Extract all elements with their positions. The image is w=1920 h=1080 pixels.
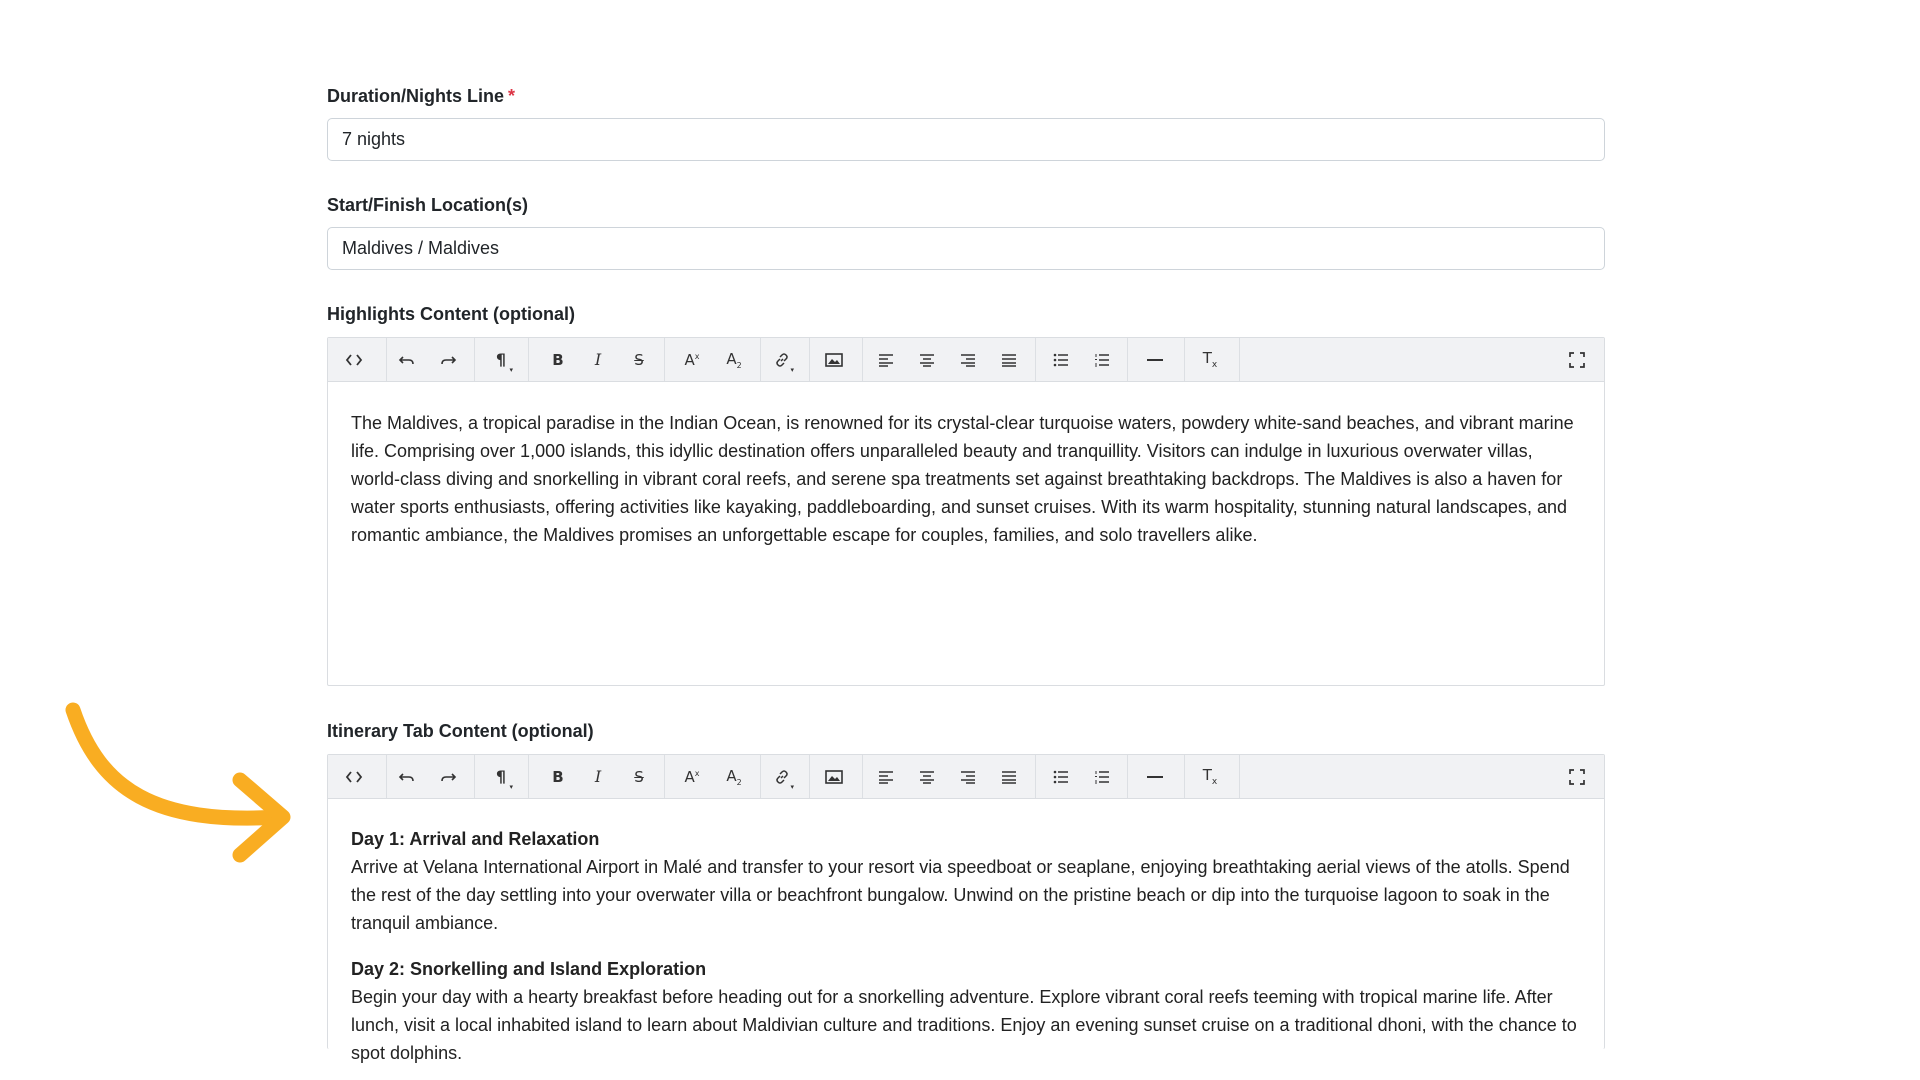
duration-input[interactable]: [327, 118, 1605, 161]
italic-button[interactable]: [581, 338, 615, 381]
numbered-list-icon: [1094, 770, 1110, 784]
dropdown-caret-icon: ▾: [790, 783, 794, 791]
italic-icon: I: [594, 350, 602, 369]
day-text: Begin your day with a hearty breakfast before heading out for a snorkelling adventure. Explore vibrant coral reefs teeming with tropical marine life. After lunch, visit a local inhabited island to learn about Maldivian culture and traditions. Enjoy an evening sunset cruise on a traditional dhoni, with the chance to spot dolphins.: [351, 987, 1577, 1063]
toolbar-separator: [1239, 755, 1240, 798]
bullet-list-icon: [1053, 353, 1069, 367]
align-center-icon: [919, 353, 935, 367]
toolbar-separator: [1035, 755, 1036, 798]
align-left-button[interactable]: [869, 755, 903, 798]
dropdown-caret-icon: ▾: [509, 783, 513, 791]
image-icon: [825, 770, 843, 784]
location-input[interactable]: [327, 227, 1605, 270]
toolbar-separator: [809, 338, 810, 381]
image-button[interactable]: [817, 755, 851, 798]
toolbar-separator: [809, 755, 810, 798]
superscript-button[interactable]: [675, 338, 709, 381]
highlights-editor: [327, 337, 1605, 686]
fullscreen-icon: [1569, 769, 1585, 785]
superscript-icon: $A^x$: [684, 350, 700, 369]
image-button[interactable]: [817, 338, 851, 381]
paragraph-button[interactable]: [484, 338, 518, 381]
align-left-button[interactable]: [869, 338, 903, 381]
clear-format-button[interactable]: [1193, 755, 1227, 798]
align-right-button[interactable]: [951, 755, 985, 798]
align-right-icon: [960, 353, 976, 367]
itinerary-toolbar: [328, 755, 1604, 799]
toolbar-separator: [1127, 755, 1128, 798]
horizontal-rule-icon: [1147, 358, 1163, 362]
itinerary-day-2: [351, 955, 1581, 1067]
superscript-button[interactable]: [675, 755, 709, 798]
link-icon: [774, 352, 790, 368]
toolbar-separator: [664, 755, 665, 798]
toolbar-separator: [1035, 338, 1036, 381]
paragraph-icon: ¶: [495, 350, 507, 369]
clear-format-button[interactable]: [1193, 338, 1227, 381]
code-view-icon: [346, 354, 362, 366]
subscript-button[interactable]: [717, 755, 751, 798]
duration-label: Duration/Nights Line *: [327, 86, 516, 106]
toolbar-separator: [1239, 338, 1240, 381]
location-label: Start/Finish Location(s): [327, 195, 529, 215]
code-view-icon: [346, 771, 362, 783]
subscript-icon: $A_2$: [726, 349, 742, 370]
toolbar-separator: [474, 755, 475, 798]
align-right-button[interactable]: [951, 338, 985, 381]
subscript-button[interactable]: [717, 338, 751, 381]
align-justify-button[interactable]: [992, 755, 1026, 798]
redo-icon: [440, 354, 456, 366]
required-asterisk: *: [508, 86, 516, 106]
toolbar-separator: [1184, 755, 1185, 798]
italic-icon: I: [594, 767, 602, 786]
toolbar-separator: [474, 338, 475, 381]
strikethrough-icon: S: [634, 350, 644, 369]
listing-form: [327, 84, 1605, 1063]
redo-button[interactable]: [431, 755, 465, 798]
italic-button[interactable]: [581, 755, 615, 798]
dropdown-caret-icon: ▾: [509, 366, 513, 374]
bold-icon: B: [552, 350, 564, 369]
redo-button[interactable]: [431, 338, 465, 381]
horizontal-rule-button[interactable]: [1138, 338, 1172, 381]
align-left-icon: [878, 770, 894, 784]
day-text: Arrive at Velana International Airport in Malé and transfer to your resort via speedboat or seaplane, enjoying breathtaking aerial views of the atolls. Spend the rest of the day settling into your overwater villa or beachfront bungalow. Unwind on the pristine beach or dip into the turquoise lagoon to soak in the tranquil ambiance.: [351, 857, 1570, 933]
superscript-icon: $A^x$: [684, 767, 700, 786]
highlights-toolbar: [328, 338, 1604, 382]
bold-button[interactable]: [541, 755, 575, 798]
pointer-arrow-icon: [55, 695, 295, 875]
highlights-text: The Maldives, a tropical paradise in the Indian Ocean, is renowned for its crystal-clear turquoise waters, powdery white-sand beaches, and vibrant marine life. Comprising over 1,000 islands, this idyllic destination offers unparalleled beauty and tranquillity. Visitors can indulge in luxurious overwater villas, world-class diving and snorkelling in vibrant coral reefs, and serene spa treatments set against breathtaking backdrops. The Maldives is also a haven for water sports enthusiasts, offering activities like kayaking, paddleboarding, and sunset cruises. With its warm hospitality, stunning natural landscapes, and romantic ambiance, the Maldives promises an unforgettable escape for couples, families, and solo travellers alike.: [351, 413, 1574, 545]
subscript-icon: $A_2$: [726, 766, 742, 787]
day-title: Day 1: Arrival and Relaxation: [351, 829, 600, 849]
numbered-list-button[interactable]: [1085, 755, 1119, 798]
clear-format-icon: $T_x$: [1202, 766, 1218, 787]
numbered-list-button[interactable]: [1085, 338, 1119, 381]
strikethrough-button[interactable]: [622, 338, 656, 381]
toolbar-separator: [528, 755, 529, 798]
toolbar-separator: [862, 755, 863, 798]
itinerary-label: Itinerary Tab Content (optional): [327, 721, 594, 741]
bullet-list-button[interactable]: [1044, 755, 1078, 798]
toolbar-separator: [528, 338, 529, 381]
bold-icon: B: [552, 767, 564, 786]
align-center-button[interactable]: [910, 338, 944, 381]
align-right-icon: [960, 770, 976, 784]
clear-format-icon: $T_x$: [1202, 349, 1218, 370]
highlights-content[interactable]: [328, 382, 1604, 685]
undo-button[interactable]: [390, 338, 424, 381]
strikethrough-button[interactable]: [622, 755, 656, 798]
paragraph-button[interactable]: [484, 755, 518, 798]
paragraph-icon: ¶: [495, 767, 507, 786]
toolbar-separator: [1184, 338, 1185, 381]
redo-icon: [440, 771, 456, 783]
code-view-button[interactable]: [337, 755, 371, 798]
align-left-icon: [878, 353, 894, 367]
toolbar-separator: [386, 755, 387, 798]
toolbar-separator: [862, 338, 863, 381]
link-button[interactable]: [765, 755, 799, 798]
strikethrough-icon: S: [634, 767, 644, 786]
align-center-icon: [919, 770, 935, 784]
align-justify-icon: [1001, 770, 1017, 784]
toolbar-separator: [1127, 338, 1128, 381]
fullscreen-button[interactable]: [1560, 755, 1594, 798]
undo-icon: [399, 771, 415, 783]
bold-button[interactable]: [541, 338, 575, 381]
itinerary-editor: [327, 754, 1605, 1063]
horizontal-rule-icon: [1147, 775, 1163, 779]
bullet-list-button[interactable]: [1044, 338, 1078, 381]
day-title: Day 2: Snorkelling and Island Exploration: [351, 959, 707, 979]
numbered-list-icon: [1094, 353, 1110, 367]
horizontal-rule-button[interactable]: [1138, 755, 1172, 798]
link-icon: [774, 769, 790, 785]
highlights-label: Highlights Content (optional): [327, 304, 575, 324]
toolbar-separator: [664, 338, 665, 381]
align-justify-icon: [1001, 353, 1017, 367]
itinerary-content[interactable]: [328, 799, 1604, 1063]
toolbar-separator: [760, 338, 761, 381]
itinerary-day-1: [351, 825, 1581, 937]
undo-button[interactable]: [390, 755, 424, 798]
fullscreen-icon: [1569, 352, 1585, 368]
image-icon: [825, 353, 843, 367]
undo-icon: [399, 354, 415, 366]
fullscreen-button[interactable]: [1560, 338, 1594, 381]
bullet-list-icon: [1053, 770, 1069, 784]
toolbar-separator: [760, 755, 761, 798]
code-view-button[interactable]: [337, 338, 371, 381]
dropdown-caret-icon: ▾: [790, 366, 794, 374]
link-button[interactable]: [765, 338, 799, 381]
toolbar-separator: [386, 338, 387, 381]
align-center-button[interactable]: [910, 755, 944, 798]
align-justify-button[interactable]: [992, 338, 1026, 381]
